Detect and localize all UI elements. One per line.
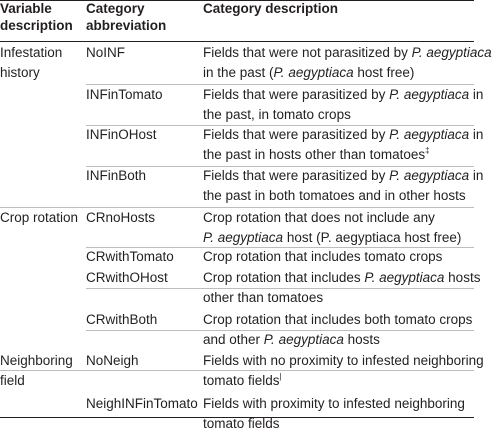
description-line: [203, 105, 473, 125]
description-text: Fields that were parasitized by: [203, 168, 390, 183]
description-text: tomato fields: [203, 416, 280, 431]
header-category: [86, 0, 166, 34]
description-text: host free): [353, 65, 415, 80]
description-line: [203, 371, 473, 393]
category-abbreviation: CRwithOHost: [86, 270, 168, 285]
description-text: Crop rotation that includes tomato crops: [203, 249, 443, 264]
variable-description: [0, 351, 73, 391]
description-line: [203, 186, 473, 206]
description-text: in: [469, 168, 484, 183]
description-text: the past in hosts other than tomatoes: [203, 147, 426, 162]
header-description: Category description: [203, 1, 339, 16]
species-name: P. aegyptiaca: [263, 332, 344, 347]
category-description: [203, 268, 481, 308]
species-name: P. aegyptiaca: [364, 270, 445, 285]
species-name: P. aegyptiaca: [389, 127, 470, 142]
bottom-rule: [0, 417, 474, 418]
variable-description: [0, 43, 62, 83]
variable-description-line: field: [0, 373, 25, 388]
description-text: hosts: [444, 270, 481, 285]
category-abbreviation: NoINF: [86, 45, 126, 60]
category-abbreviation: INFinTomato: [86, 87, 163, 102]
description-line: [203, 288, 473, 308]
category-description: [203, 85, 484, 125]
description-text: Fields that were not parasitized by: [203, 45, 412, 60]
description-text: host (P. aegyptiaca host free): [283, 230, 462, 245]
description-text: Crop rotation that includes: [203, 270, 365, 285]
category-description: [203, 166, 484, 206]
species-name: P. aegyptiaca: [411, 45, 492, 60]
category-description: [203, 247, 473, 267]
description-line: [203, 247, 473, 267]
variable-description-line: history: [0, 65, 40, 80]
category-description: [203, 351, 484, 393]
description-text: other than tomatoes: [203, 290, 324, 305]
variable-description-line: Neighboring: [0, 353, 73, 368]
description-text: Crop rotation that does not include any: [203, 210, 435, 225]
description-text: in the past (: [203, 65, 274, 80]
description-line: [203, 310, 473, 330]
description-text: Fields that were parasitized by: [203, 87, 390, 102]
category-abbreviation: CRwithBoth: [86, 312, 158, 327]
description-line: [203, 208, 473, 228]
category-description: [203, 208, 473, 248]
description-text: in: [469, 87, 484, 102]
description-line: [203, 268, 481, 288]
description-text: Fields that were parasitized by: [203, 127, 390, 142]
header-variable: [0, 0, 73, 34]
description-text: Fields with no proximity to infested neighboring: [203, 353, 484, 368]
description-line: [203, 330, 473, 350]
description-line: [203, 145, 473, 167]
description-text: Fields with proximity to infested neighboring: [203, 396, 465, 411]
footnote-marker: |: [279, 372, 282, 381]
category-abbreviation: CRnoHosts: [86, 210, 156, 225]
category-description: [203, 394, 473, 434]
species-name: P. aegyptiaca: [203, 230, 284, 245]
category-abbreviation: INFinOHost: [86, 127, 157, 142]
description-line: [203, 351, 484, 371]
footnote-marker: ‡: [425, 146, 430, 155]
header-variable-line2: description: [0, 18, 73, 33]
species-name: P. aegyptiaca: [273, 65, 354, 80]
header-category-line2: abbreviation: [86, 18, 167, 33]
category-description: [203, 310, 473, 350]
description-text: tomato fields: [203, 373, 280, 388]
category-abbreviation: NoNeigh: [86, 353, 139, 368]
description-line: [203, 43, 492, 63]
description-line: [203, 63, 473, 83]
category-abbreviation: CRwithTomato: [86, 249, 174, 264]
description-line: [203, 228, 473, 248]
variable-description-line: Crop rotation: [0, 210, 79, 225]
description-text: the past, in tomato crops: [203, 107, 351, 122]
header-variable-line1: Variable: [0, 1, 52, 16]
category-description: [203, 43, 492, 83]
description-line: [203, 85, 484, 105]
category-description: [203, 125, 484, 167]
variable-description: [0, 208, 78, 228]
category-abbreviation: INFinBoth: [86, 168, 147, 183]
description-text: hosts: [343, 332, 380, 347]
variable-description-line: Infestation: [0, 45, 63, 60]
species-name: P. aegyptiaca: [389, 168, 470, 183]
category-abbreviation: NeighINFinTomato: [86, 396, 198, 411]
species-name: P. aegyptiaca: [389, 87, 470, 102]
header-category-line1: Category: [86, 1, 145, 16]
description-text: the past in both tomatoes and in other hosts: [203, 188, 466, 203]
description-line: [203, 166, 484, 186]
description-text: Crop rotation that includes both tomato crops: [203, 312, 473, 327]
description-text: in: [469, 127, 484, 142]
header-rule: [0, 41, 474, 42]
description-text: and other: [203, 332, 264, 347]
description-line: [203, 394, 473, 414]
description-line: [203, 125, 484, 145]
